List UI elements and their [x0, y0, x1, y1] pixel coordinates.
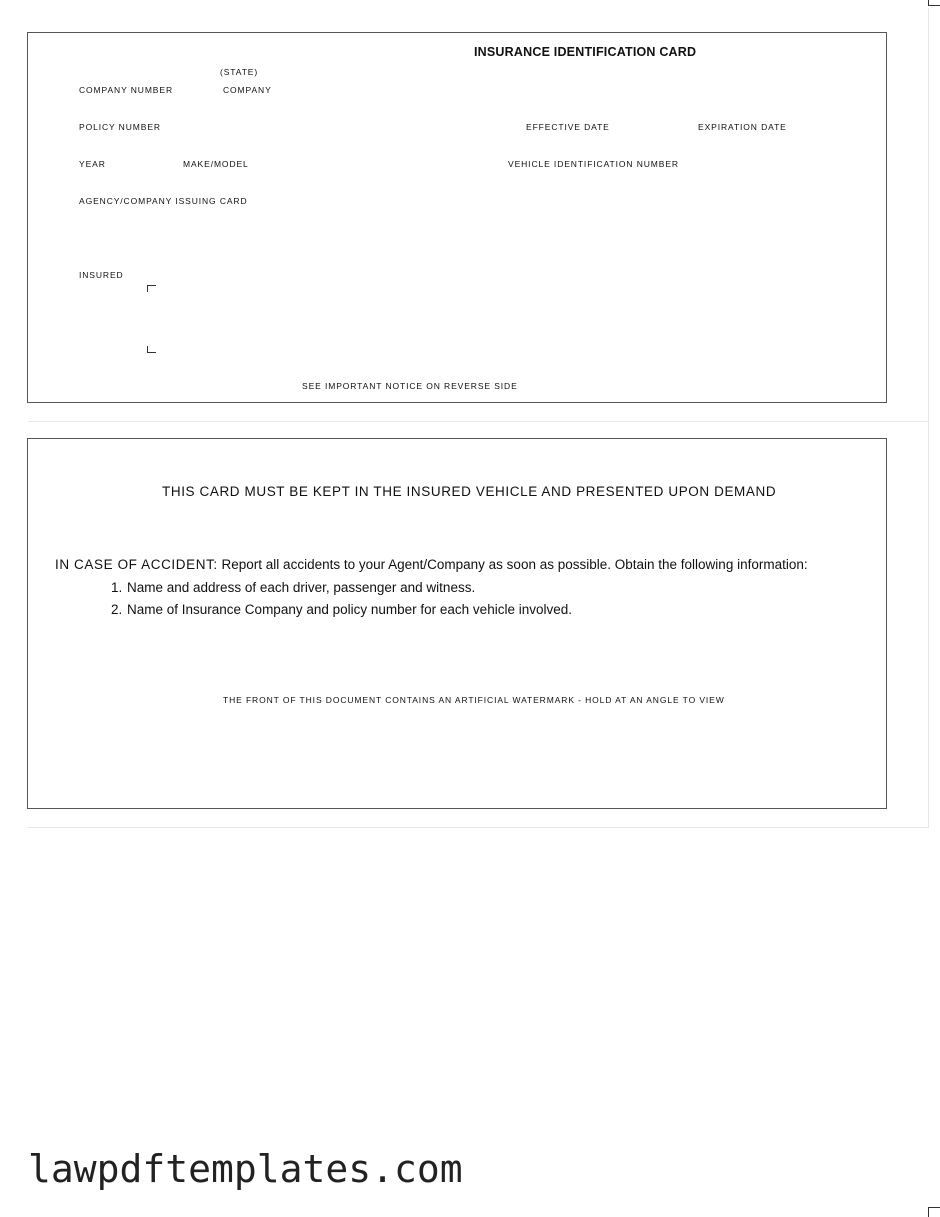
- list-item: [111, 580, 475, 595]
- make-model-label: MAKE/MODEL: [183, 159, 249, 169]
- address-bracket-bottom: [147, 346, 156, 353]
- state-label: (STATE): [220, 67, 259, 77]
- agency-label: AGENCY/COMPANY ISSUING CARD: [79, 196, 248, 206]
- accident-text: Report all accidents to your Agent/Company as soon as possible. Obtain the following information:: [217, 557, 808, 572]
- accident-prefix: IN CASE OF ACCIDENT:: [55, 557, 218, 572]
- page-right-edge: [928, 8, 929, 828]
- card-bottom-separator: [28, 827, 928, 828]
- vin-label: VEHICLE IDENTIFICATION NUMBER: [508, 159, 679, 169]
- keep-card-heading: THIS CARD MUST BE KEPT IN THE INSURED VEHICLE AND PRESENTED UPON DEMAND: [162, 484, 777, 499]
- list-item-number: 2.: [111, 602, 123, 617]
- corner-mark-bottom: [928, 1207, 940, 1217]
- corner-mark-top: [928, 0, 940, 6]
- list-item-text: Name of Insurance Company and policy number for each vehicle involved.: [127, 602, 572, 617]
- site-footer: lawpdftemplates.com: [28, 1147, 463, 1191]
- insurance-card-back: [27, 438, 887, 809]
- reverse-side-notice: SEE IMPORTANT NOTICE ON REVERSE SIDE: [302, 381, 518, 391]
- insurance-card-front: [27, 32, 887, 403]
- accident-instructions: [55, 557, 808, 572]
- list-item-number: 1.: [111, 580, 123, 595]
- insured-label: INSURED: [79, 270, 124, 280]
- effective-date-label: EFFECTIVE DATE: [526, 122, 610, 132]
- address-bracket-top: [147, 285, 156, 292]
- company-number-label: COMPANY NUMBER: [79, 85, 173, 95]
- expiration-date-label: EXPIRATION DATE: [698, 122, 787, 132]
- list-item: [111, 602, 572, 617]
- policy-number-label: POLICY NUMBER: [79, 122, 161, 132]
- card-title: INSURANCE IDENTIFICATION CARD: [474, 45, 697, 59]
- card-separator: [28, 421, 928, 422]
- watermark-notice: THE FRONT OF THIS DOCUMENT CONTAINS AN ARTIFICIAL WATERMARK - HOLD AT AN ANGLE TO VIEW: [223, 695, 725, 705]
- year-label: YEAR: [79, 159, 106, 169]
- company-label: COMPANY: [223, 85, 272, 95]
- list-item-text: Name and address of each driver, passenger and witness.: [127, 580, 476, 595]
